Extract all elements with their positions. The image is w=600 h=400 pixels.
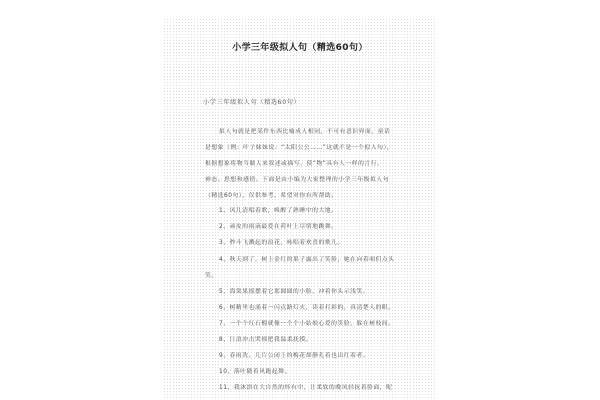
- sentence-item: 7、一个个红石榴就像一个个小姑娘心爱的笑脸，躲在树枝间。: [219, 321, 395, 327]
- document-title: 小学三年级拟人句（精选60句）: [232, 43, 368, 53]
- sentence-item: 笑。: [205, 273, 218, 279]
- sentence-item: 3、秒斗飞溅起的浪花，咏唱着欢喜的歌儿。: [219, 240, 344, 246]
- document-subtitle: 小学三年级拟人句（精选60句）: [203, 99, 301, 106]
- sentence-item: 5、海棠果摇摆着它那圆圆的小脸，冲着你头示浅笑。: [219, 289, 370, 295]
- sentence-item: 8、巨浪冲击哭撞把我温柔抚摸。: [219, 337, 313, 343]
- intro-line: 神态、思想和感情。下面是由小编为大家整理的小学三年级拟人句: [205, 177, 390, 183]
- intro-line: 是想象（例：叶子妹妹说：“太阳公公……”这就不是一个拟人句），: [205, 145, 394, 151]
- sentence-item: 6、树精里也涌着一闪点路灯火，读着打彩的，真清楚人的眼。: [219, 305, 395, 311]
- document-page: [163, 18, 437, 400]
- sentence-item: 1、风儿清唱着歌，唤醒了熟睡中的大地。: [219, 208, 338, 214]
- intro-line: 拟人句就是把某件东西比喻成人相同，不可有意识界面，童话: [219, 129, 391, 135]
- intro-line: （精选60句），仅供参考，希望对你有所帮助。: [205, 193, 338, 199]
- sentence-item: 9、春雨洗、几片公闭上的梅花却静孔着也出红着者。: [219, 353, 370, 359]
- sentence-item: 4、秋天到了，树上金红的果子露出了笑脸，她在向着咱们点头: [219, 257, 395, 263]
- sentence-item: 10、落叶随着风跑起舞。: [219, 369, 291, 375]
- sentence-item: 2、顽皮的雨滴最爱在荷叶上尽情地跳舞。: [219, 224, 338, 230]
- sentence-item: 11、我沐浴在大自然的怀有中，让柔软的晚风轻抚着脸面，呢: [219, 385, 393, 391]
- intro-line: 根据想象将物当做人来叙述或描写，使“物”具有人一样的言行、: [205, 161, 384, 167]
